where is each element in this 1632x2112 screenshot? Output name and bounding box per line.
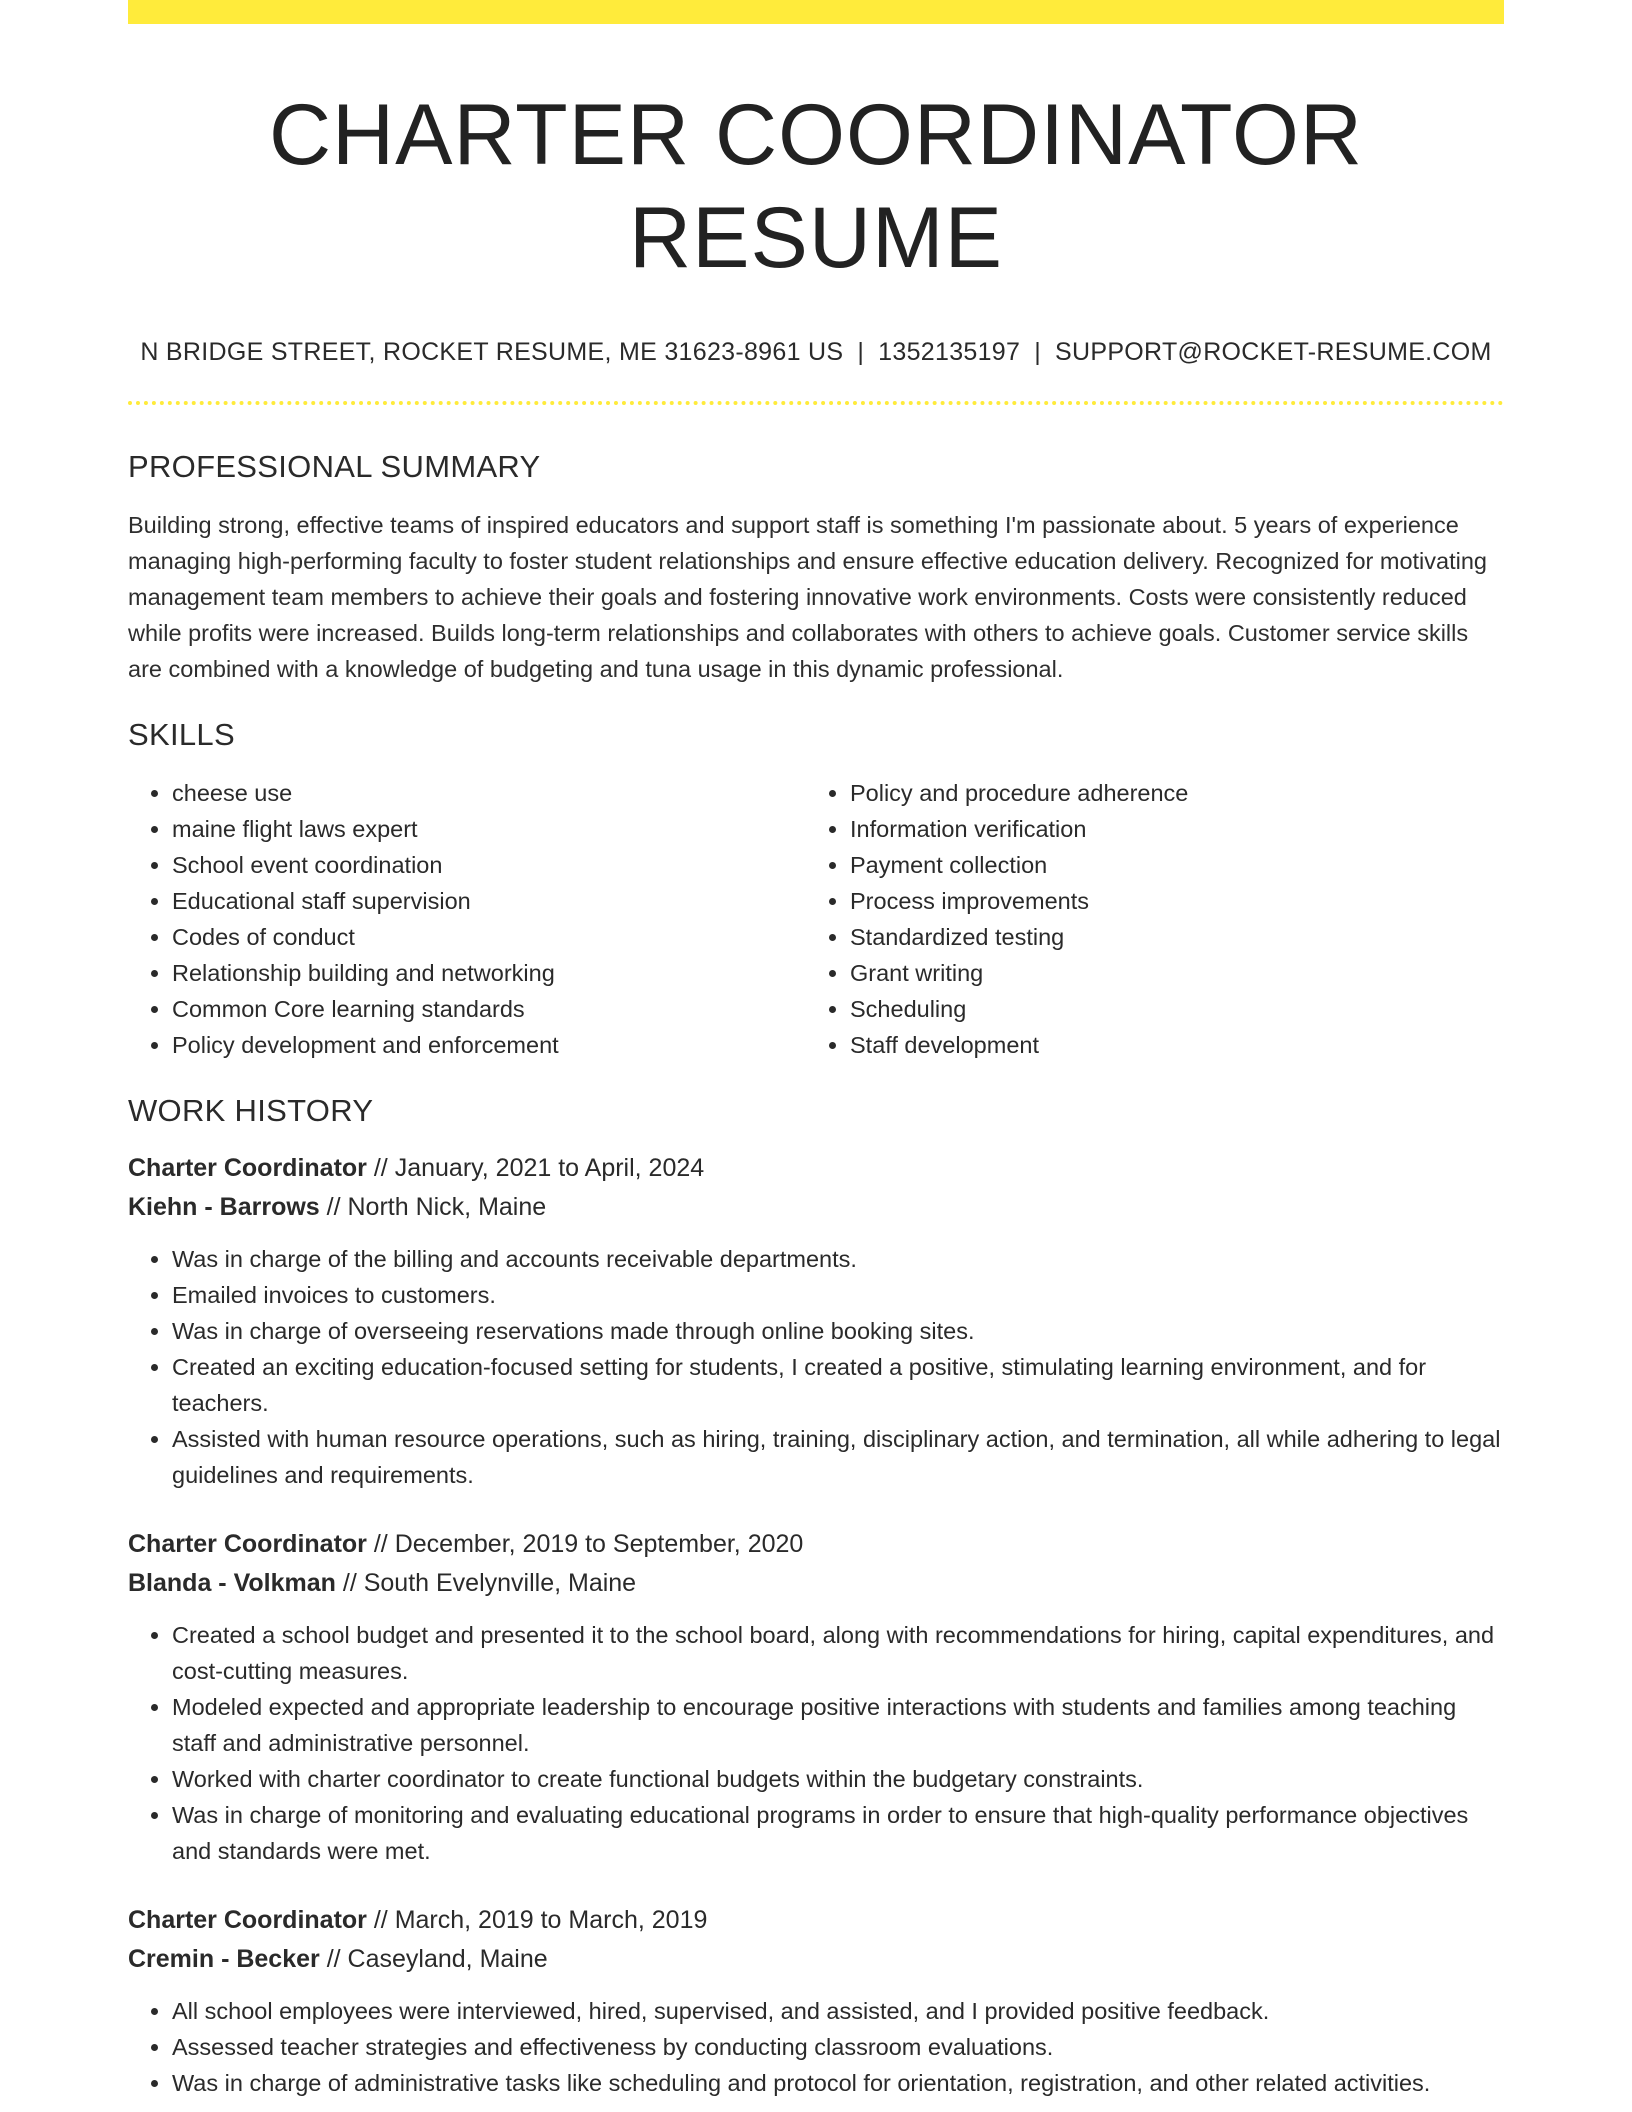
- job-company: Blanda - Volkman: [128, 1569, 336, 1598]
- skill-item: • Policy development and enforcement: [172, 1027, 806, 1063]
- job-bullets: [128, 1993, 1504, 2101]
- job-bullet: • Was in charge of overseeing reservations made through online booking sites.: [172, 1313, 1504, 1349]
- dotted-divider: [128, 401, 1504, 405]
- skill-item: • Scheduling: [850, 991, 1484, 1027]
- section-title-summary: PROFESSIONAL SUMMARY: [128, 449, 541, 485]
- summary-text: Building strong, effective teams of inspired educators and support staff is something I'm passionate about. 5 years of experience managing high-performing faculty to foster student relationships and ensure effective education delivery. Recognized for motivating management team members to achieve their goals and fostering innovative work environments. Costs were consistently reduced while profits were increased. Builds long-term relationships and collaborates with others to achieve goals. Customer service skills are combined with a knowledge of budgeting and tuna usage in this dynamic professional.: [128, 512, 1487, 683]
- skill-item: • cheese use: [172, 775, 806, 811]
- contact-separator: |: [1034, 338, 1042, 367]
- job-company-line: [128, 1188, 1504, 1227]
- summary-section: [128, 449, 1504, 687]
- section-title-skills: SKILLS: [128, 717, 235, 753]
- job-bullet: • Created a school budget and presented it to the school board, along with recommendations for hiring, capital expenditures, and cost-cutting measures.: [172, 1617, 1504, 1689]
- job-bullets: [128, 1617, 1504, 1869]
- resume-title: CHARTER COORDINATOR RESUME: [268, 87, 1364, 287]
- top-accent-bar: [128, 0, 1504, 24]
- skill-item: • School event coordination: [172, 847, 806, 883]
- job-company-line: [128, 1940, 1504, 1979]
- job-bullet: • Was in charge of administrative tasks like scheduling and protocol for orientation, registration, and other related activities.: [172, 2065, 1504, 2101]
- job-company-line: [128, 1564, 1504, 1603]
- job-location: South Evelynville, Maine: [363, 1569, 637, 1598]
- skill-item: • Relationship building and networking: [172, 955, 806, 991]
- contact-line: [128, 338, 1504, 367]
- job-dates: March, 2019 to March, 2019: [394, 1906, 708, 1935]
- job-location: North Nick, Maine: [347, 1193, 547, 1222]
- job-bullet: • Modeled expected and appropriate leadership to encourage positive interactions with students and families among teaching staff and administrative personnel.: [172, 1689, 1504, 1761]
- skills-column-right: [806, 775, 1484, 1063]
- skill-item: • Grant writing: [850, 955, 1484, 991]
- skill-item: • Standardized testing: [850, 919, 1484, 955]
- job-separator: //: [335, 1569, 364, 1598]
- job-bullet: • All school employees were interviewed, hired, supervised, and assisted, and I provided positive feedback.: [172, 1993, 1504, 2029]
- job-role: Charter Coordinator: [128, 1530, 367, 1559]
- section-title-work-history: WORK HISTORY: [128, 1093, 374, 1129]
- job-dates: December, 2019 to September, 2020: [394, 1530, 804, 1559]
- job-bullet: • Was in charge of the billing and accounts receivable departments.: [172, 1241, 1504, 1277]
- contact-email[interactable]: SUPPORT@ROCKET-RESUME.COM: [1055, 338, 1492, 367]
- job-entry: [128, 1525, 1504, 1869]
- job-role-line: [128, 1525, 1504, 1564]
- job-separator: //: [366, 1530, 395, 1559]
- skill-item: • Staff development: [850, 1027, 1484, 1063]
- skill-item: • Information verification: [850, 811, 1484, 847]
- job-bullet: • Emailed invoices to customers.: [172, 1277, 1504, 1313]
- job-role-line: [128, 1901, 1504, 1940]
- job-separator: //: [319, 1193, 348, 1222]
- job-bullet: • Assisted with human resource operations, such as hiring, training, disciplinary action, and termination, all while adhering to legal guidelines and requirements.: [172, 1421, 1504, 1493]
- skills-section: [128, 717, 1504, 1063]
- skills-column-left: [128, 775, 806, 1063]
- job-bullets: [128, 1241, 1504, 1493]
- job-bullet: • Created an exciting education-focused setting for students, I created a positive, stimulating learning environment, and for teachers.: [172, 1349, 1504, 1421]
- skills-grid: [128, 775, 1504, 1063]
- resume-page: [128, 0, 1504, 2101]
- job-role: Charter Coordinator: [128, 1154, 367, 1183]
- contact-separator: |: [857, 338, 865, 367]
- job-company: Cremin - Becker: [128, 1945, 320, 1974]
- skill-item: • Educational staff supervision: [172, 883, 806, 919]
- job-location: Caseyland, Maine: [347, 1945, 548, 1974]
- job-role: Charter Coordinator: [128, 1906, 367, 1935]
- work-history-section: [128, 1093, 1504, 2101]
- skill-item: • Process improvements: [850, 883, 1484, 919]
- job-dates: January, 2021 to April, 2024: [394, 1154, 705, 1183]
- job-separator: //: [319, 1945, 348, 1974]
- job-entry: [128, 1149, 1504, 1493]
- skill-item: • Payment collection: [850, 847, 1484, 883]
- skill-item: • Policy and procedure adherence: [850, 775, 1484, 811]
- contact-address: N BRIDGE STREET, ROCKET RESUME, ME 31623-8961 US: [140, 338, 844, 367]
- job-bullet: • Assessed teacher strategies and effectiveness by conducting classroom evaluations.: [172, 2029, 1504, 2065]
- job-bullet: • Was in charge of monitoring and evaluating educational programs in order to ensure that high-quality performance objectives and standards were met.: [172, 1797, 1504, 1869]
- job-role-line: [128, 1149, 1504, 1188]
- skill-item: • Common Core learning standards: [172, 991, 806, 1027]
- job-separator: //: [366, 1154, 395, 1183]
- skill-item: • Codes of conduct: [172, 919, 806, 955]
- job-bullet: • Worked with charter coordinator to create functional budgets within the budgetary constraints.: [172, 1761, 1504, 1797]
- contact-phone: 1352135197: [878, 338, 1021, 367]
- skill-item: • maine flight laws expert: [172, 811, 806, 847]
- job-company: Kiehn - Barrows: [128, 1193, 320, 1222]
- job-separator: //: [366, 1906, 395, 1935]
- job-entry: [128, 1901, 1504, 2101]
